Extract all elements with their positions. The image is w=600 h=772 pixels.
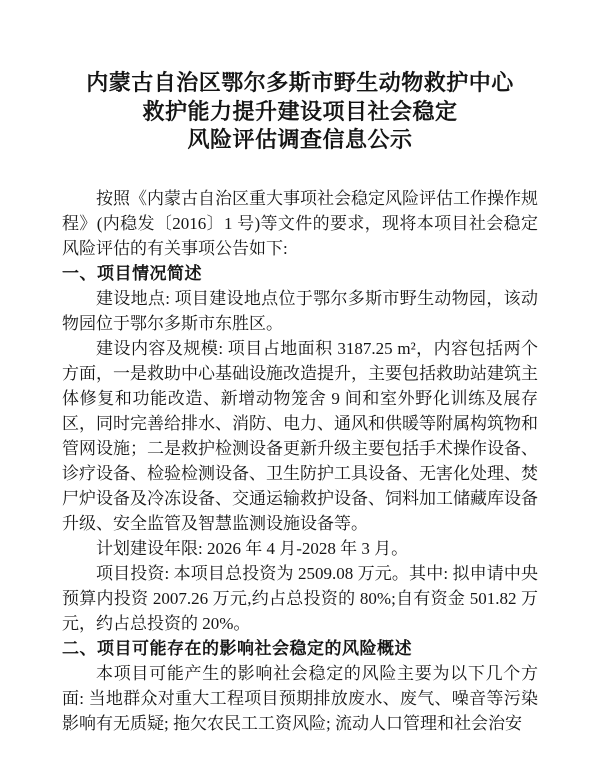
- document-title: [0, 0, 600, 155]
- body-paragraph: 建设内容及规模: 项目占地面积 3187.25 m²，内容包括两个方面，一是救助中心基础设施改造提升，主要包括救助站建筑主体修复和功能改造、新增动物笼舍 9 间和室外野化训练及展存区，同时完善给排水、消防、电力、通风和供暖等附属构筑物和管网设施；二是救护检测设备更新升级主要包括手术操作设备、诊疗设备、检验检测设备、卫生防护工具设备、无害化处理、焚尸炉设备及冷冻设备、交通运输救护设备、饲料加工储藏库设备升级、安全监管及智慧监测设施设备等。: [62, 338, 538, 533]
- body-paragraph: 计划建设年限: 2026 年 4 月-2028 年 3 月。: [96, 538, 409, 558]
- body-paragraph: 按照《内蒙古自治区重大事项社会稳定风险评估工作操作规程》(内稳发〔2016〕1 号)等文件的要求，现将本项目社会稳定风险评估的有关事项公告如下:: [62, 188, 538, 258]
- document-title-line-3: 风险评估调查信息公示: [187, 127, 413, 152]
- document-title-line-1: 内蒙古自治区鄂尔多斯市野生动物救护中心: [86, 70, 514, 95]
- section-heading: 二、项目可能存在的影响社会稳定的风险概述: [62, 638, 412, 658]
- body-paragraph: 建设地点: 项目建设地点位于鄂尔多斯市野生动物园，该动物园位于鄂尔多斯市东胜区。: [62, 288, 538, 333]
- body-paragraph: 本项目可能产生的影响社会稳定的风险主要为以下几个方面: 当地群众对重大工程项目预期排放废水、废气、噪音等污染影响有无质疑; 拖欠农民工工资风险; 流动人口管理和社会治安: [62, 663, 538, 733]
- section-heading: 一、项目情况简述: [62, 263, 202, 283]
- body-paragraph: 项目投资: 本项目总投资为 2509.08 万元。其中: 拟申请中央预算内投资 2007.26 万元,约占总投资的 80%;自有资金 501.82 万元，约占总投资的 20%。: [62, 563, 538, 633]
- document-title-line-2: 救护能力提升建设项目社会稳定: [142, 98, 458, 124]
- document-body: [62, 186, 538, 736]
